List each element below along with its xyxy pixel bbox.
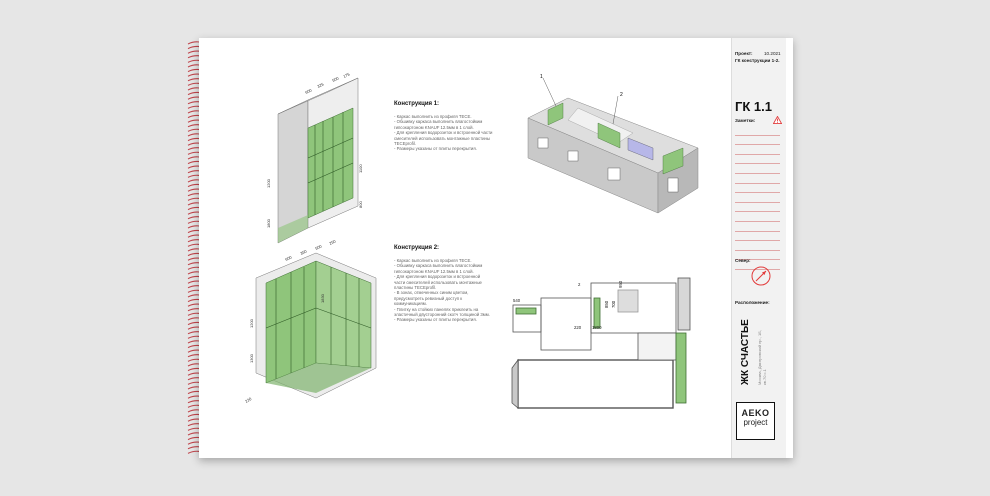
construction1-isometric bbox=[266, 71, 363, 243]
north-arrow-icon bbox=[750, 265, 772, 287]
c2-dim-1: 350 bbox=[299, 248, 308, 256]
c1-dim-6: 1100 bbox=[358, 164, 363, 173]
notes-label: Заметки: bbox=[735, 118, 756, 123]
apartment-isometric bbox=[528, 74, 698, 213]
c2-dim-4: 1200 bbox=[249, 319, 254, 328]
floor-plan bbox=[512, 278, 690, 408]
plan-dim-6: 950 bbox=[618, 280, 623, 288]
plan-dim-3: 1800 bbox=[592, 325, 602, 330]
plan-dim-4: 850 bbox=[604, 300, 609, 308]
c2-dim-0: 600 bbox=[284, 254, 293, 262]
north-label: Север: bbox=[735, 258, 751, 263]
callout-2: 2 bbox=[620, 92, 623, 98]
c1-dim-7: 800 bbox=[358, 201, 363, 208]
plan-dim-1: 2 bbox=[578, 282, 581, 287]
location-label: Расположение: bbox=[735, 300, 770, 305]
drawings-canvas bbox=[208, 38, 731, 458]
project-label: Проект: bbox=[735, 51, 753, 56]
project-value: 10.2021 bbox=[764, 51, 781, 56]
construction2-isometric bbox=[244, 238, 376, 404]
plan-dim-5: 700 bbox=[611, 300, 616, 308]
plan-dim-0: 540 bbox=[513, 298, 521, 303]
logo-bottom: project bbox=[743, 418, 768, 427]
address: Москва, Дмитровский пр., 1Б, кв.70 с.1 bbox=[757, 330, 767, 385]
c2-dim-2: 500 bbox=[314, 243, 323, 251]
construction1-notes: - Каркас выполнить из профиля TECE. - Обшивку каркаса выполнить влагостойким гипсокартоном KNAUF 12.5мм в 1 слой. - Для крепления водорозеток и встроенной части смесителей использовать монтажные пластины TECEprofil. - Размеры указаны от плиты перекрытия. bbox=[394, 114, 493, 152]
project-subtitle: ГК конструкции 1-2. bbox=[735, 58, 780, 63]
c1-dim-3: 175 bbox=[342, 71, 351, 79]
callout-1: 1 bbox=[540, 74, 543, 80]
c1-dim-0: 600 bbox=[304, 87, 313, 95]
c2-dim-6: 220 bbox=[244, 396, 253, 404]
warning-icon bbox=[773, 116, 782, 124]
logo-top: AEKO bbox=[741, 408, 770, 418]
c2-dim-7: 1830 bbox=[320, 294, 325, 303]
notes-lines bbox=[735, 126, 780, 270]
plan-dim-2: 220 bbox=[574, 325, 582, 330]
c1-dim-4: 1200 bbox=[266, 179, 271, 188]
complex-name: ЖК СЧАСТЬЕ bbox=[740, 319, 751, 385]
c2-dim-3: 250 bbox=[328, 238, 337, 246]
sheet-code: ГК 1.1 bbox=[735, 99, 772, 114]
c1-dim-5: 1800 bbox=[266, 219, 271, 228]
c2-dim-5: 1300 bbox=[249, 354, 254, 363]
construction2-title: Конструкция 2: bbox=[394, 245, 440, 251]
construction2-notes: - Каркас выполнить из профиля TECE. - Обшивку каркаса выполнить влагостойким гипсокартоном KNAUF 12.5мм в 1 слой. - Для крепления водорозеток и встроенной части смесителей использовать монтажные пластины TECEprofil. - В зонах, отмеченных синим цветом, предусмотреть ревизный доступ к коммуникациям. - Плитку на стойких панелях приклеить на эластичный двусторонний скотч толщиной 3мм. - Размеры указаны от плиты перекрытия. bbox=[394, 258, 490, 323]
c1-dim-2: 500 bbox=[331, 75, 340, 83]
construction1-title: Конструкция 1: bbox=[394, 101, 440, 107]
c1-dim-1: 325 bbox=[316, 81, 325, 89]
logo bbox=[736, 402, 775, 440]
